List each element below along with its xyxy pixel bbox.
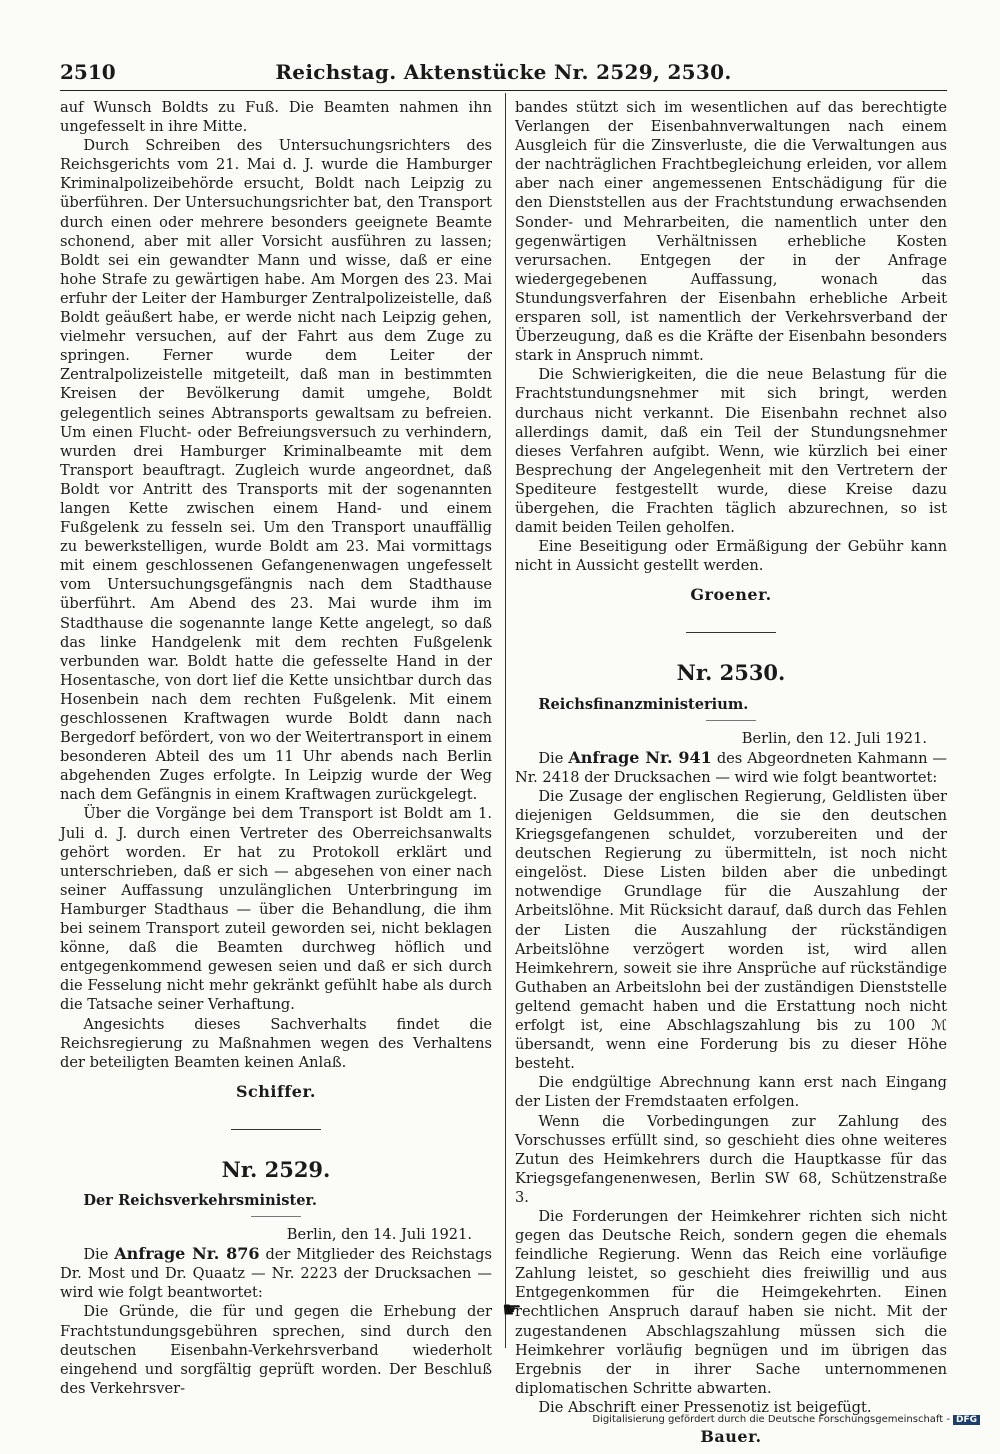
paragraph: Die endgültige Abrechnung kann erst nach Eingang der Listen der Fremdstaaten erfolgen. xyxy=(515,1074,947,1111)
inquiry-rest: des Abgeordneten Kahmann — Nr. 2418 der Drucksachen — wird wie folgt beantwortet: xyxy=(515,749,948,786)
document-number-2529: Nr. 2529. xyxy=(221,1156,331,1182)
paragraph: auf Wunsch Boldts zu Fuß. Die Beamten nahmen ihn ungefesselt in ihre Mitte. xyxy=(60,99,492,136)
short-separator xyxy=(251,1216,301,1217)
column-divider xyxy=(505,93,506,1348)
short-separator xyxy=(706,720,756,721)
section-separator xyxy=(686,632,776,633)
right-column xyxy=(515,98,947,1454)
dateline: Berlin, den 12. Juli 1921. xyxy=(741,729,927,747)
inquiry-title: Anfrage Nr. 941 xyxy=(568,747,712,767)
section-separator xyxy=(231,1129,321,1130)
paragraph: Wenn die Vorbedingungen zur Zahlung des Vorschusses erfüllt sind, so geschieht dies ohne weiteres Zutun des Heimkehrers durch die Hauptkasse für das Kriegsgefangenenwesen, Berlin SW 68, Schützenstraße 3. xyxy=(515,1112,947,1206)
paragraph: Angesichts dieses Sachverhalts findet die Reichsregierung zu Maßnahmen wegen des Verhaltens der beteiligten Beamten keinen Anlaß. xyxy=(60,1015,492,1071)
signature-groener: Groener. xyxy=(690,585,772,605)
running-title: Reichstag. Aktenstücke Nr. 2529, 2530. xyxy=(275,60,732,84)
paragraph: Eine Beseitigung oder Ermäßigung der Gebühr kann nicht in Aussicht gestellt werden. xyxy=(515,538,947,575)
footer-credit xyxy=(592,1414,980,1425)
inquiry-paragraph xyxy=(60,1244,492,1302)
pointing-hand-icon: ☛ xyxy=(502,1298,522,1323)
paragraph: Die Forderungen der Heimkehrer richten sich nicht gegen das Deutsche Reich, sondern gegen die ehemals feindliche Regierung. Wenn das Reich eine vorläufige Zahlung leistet, so geschieht dies freiwillig und aus Entgegenkommen für die Heimgekehrten. Einen rechtlichen Anspruch darauf haben sie nicht. Mit der zugestandenen Abschlagszahlung müssen sich die Heimkehrer vorläufig begnügen und im übrigen das Ergebnis der in ihrer Sache unternommenen diplomatischen Schritte abwarten. xyxy=(515,1207,947,1397)
paragraph: Die Zusage der englischen Regierung, Geldlisten über diejenigen Geldsummen, die sie den deutschen Kriegsgefangenen schuldet, vorzubereiten und der deutschen Regierung zu übermitteln, ist noch nicht eingelöst. Diese Listen bilden aber die unbedingt notwendige Grundlage für die Auszahlung der Arbeitslöhne. Mit Rücksicht darauf, daß durch das Fehlen der Listen die Auszahlung der rückständigen Arbeitslöhne verzögert worden ist, wird allen Heimkehrern, soweit sie ihre Ansprüche auf rückständige Guthaben an Arbeitslohn bei der zuständigen Dienststelle geltend gemacht haben und die Erstattung noch nicht erfolgt ist, eine Abschlagszahlung bis zu 100 ℳ übersandt, wenn eine Forderung bis zu dieser Höhe besteht. xyxy=(515,787,947,1073)
dfg-logo: DFG xyxy=(953,1415,980,1425)
paragraph: bandes stützt sich im wesentlichen auf das berechtigte Verlangen der Eisenbahnverwaltungen nach einem Ausgleich für die Zinsverluste, die die Verwaltungen aus der nachträglichen Frachtbegleichung erleiden, vor allem aber nach einer angemessenen Entschädigung für die den Dienststellen aus der Frachtstundung erwachsenden Sonder- und Mehrarbeiten, die namentlich unter den gegenwärtigen Verhältnissen erhebliche Kosten verursachen. Entgegen der in der Anfrage wiedergegebenen Auffassung, wonach das Stundungsverfahren der Eisenbahn erhebliche Arbeit ersparen soll, ist namentlich der Verkehrsverband der Überzeugung, daß es die Kräfte der Eisenbahn besonders stark in Anspruch nimmt. xyxy=(515,99,947,365)
header-rule xyxy=(60,90,947,91)
signature-schiffer: Schiffer. xyxy=(236,1081,316,1101)
footer-text: Digitalisierung gefördert durch die Deutsche Forschungsgemeinschaft - xyxy=(592,1414,950,1425)
ministry-heading: Der Reichsverkehrsminister. xyxy=(83,1191,317,1209)
inquiry-intro: Die xyxy=(538,749,564,767)
paragraph: Die Abschrift einer Pressenotiz ist beigefügt. xyxy=(538,1398,872,1416)
inquiry-paragraph xyxy=(515,748,947,787)
signature-bauer: Bauer. xyxy=(700,1427,762,1446)
document-number-2530: Nr. 2530. xyxy=(676,660,786,686)
inquiry-intro: Die xyxy=(83,1246,109,1264)
left-column xyxy=(60,98,492,1398)
paragraph: Über die Vorgänge bei dem Transport ist Boldt am 1. Juli d. J. durch einen Vertreter des Oberreichsanwalts gehört worden. Er hat zu Protokoll erklärt und unterschrieben, daß er sich — abgesehen von einer nach seiner Auffassung unzulänglichen Unterbringung im Hamburger Stadthaus — über die Behandlung, die ihm bei seinem Transport zuteil geworden sei, nicht beklagen könne, daß die Beamten durchweg höflich und entgegenkommend gewesen seien und daß er sich durch die Fesselung nicht mehr gekränkt gefühlt habe als durch die Tatsache seiner Verhaftung. xyxy=(60,805,492,1014)
inquiry-title: Anfrage Nr. 876 xyxy=(114,1244,260,1264)
paragraph: Durch Schreiben des Untersuchungsrichters des Reichsgerichts vom 21. Mai d. J. wurde die Hamburger Kriminalpolizeibehörde ersucht, Boldt nach Leipzig zu überführen. Der Untersuchungsrichter bat, den Transport durch einen oder mehrere besonders geeignete Beamte schonend, aber mit aller Vorsicht ausführen zu lassen; Boldt sei ein gewandter Mann und wisse, daß er eine hohe Strafe zu gewärtigen habe. Am Morgen des 23. Mai erfuhr der Leiter der Hamburger Zentralpolizeistelle, daß Boldt geäußert habe, er werde nicht nach Leipzig gehen, vielmehr versuchen, auf der Fahrt aus dem Zuge zu springen. Ferner wurde dem Leiter der Zentralpolizeistelle mitgeteilt, daß man in bestimmten Kreisen der Bevölkerung damit umgehe, Boldt gelegentlich seines Abtransports gewaltsam zu befreien. Um einen Flucht- oder Befreiungsversuch zu verhindern, wurden drei Hamburger Kriminalbeamte mit dem Transport beauftragt. Zugleich wurde angeordnet, daß Boldt vor Antritt des Transports mit der sogenannten langen Kette zwischen einem Hand- und einem Fußgelenk zu fesseln sei. Um den Transport unauffällig zu bewerkstelligen, wurde Boldt am 23. Mai vormittags mit einem geschlossenen Gefangenenwagen ungefesselt vom Untersuchungsgefängnis nach dem Stadthause überführt. Am Abend des 23. Mai wurde ihm im Stadthause die sogenannte lange Kette angelegt, so daß das linke Handgelenk mit dem rechten Fußgelenk verbunden war. Boldt hatte die gefesselte Hand in der Hosentasche, von dort lief die Kette unsichtbar durch das Hosenbein nach dem rechten Fußgelenk. Mit einem geschlossenen Kraftwagen wurde Boldt dann nach Bergedorf befördert, von wo der Weitertransport in einem besonderen Abteil des um 11 Uhr abends nach Berlin abgehenden Zuges erfolgte. In Leipzig wurde der Weg nach dem Gefängnis in einem Kraftwagen zurückgelegt. xyxy=(60,137,492,804)
dateline: Berlin, den 14. Juli 1921. xyxy=(286,1226,472,1244)
ministry-heading: Reichsfinanzministerium. xyxy=(538,695,749,713)
page-number: 2510 xyxy=(60,60,116,84)
paragraph: Die Schwierigkeiten, die die neue Belastung für die Frachtstundungsnehmer mit sich bringt, werden durchaus nicht verkannt. Die Eisenbahn rechnet also allerdings damit, daß ein Teil der Stundungsnehmer dieses Verfahren aufgibt. Wenn, wie kürzlich bei einer Besprechung der Angelegenheit mit den Vertretern der Spediteure festgestellt wurde, diese Kreise dazu übergehen, die Frachten täglich abzurechnen, so ist damit beiden Teilen geholfen. xyxy=(515,366,947,537)
page-header xyxy=(60,60,947,86)
inquiry-rest: der Mitglieder des Reichstags Dr. Most und Dr. Quaatz — Nr. 2223 der Drucksachen — wird wie folgt beantwortet: xyxy=(60,1246,493,1302)
paragraph: Die Gründe, die für und gegen die Erhebung der Frachtstundungsgebühren sprechen, sind durch den deutschen Eisenbahn-Verkehrsverband wiederholt eingehend und sorgfältig geprüft worden. Der Beschluß des Verkehrsver- xyxy=(60,1303,492,1397)
